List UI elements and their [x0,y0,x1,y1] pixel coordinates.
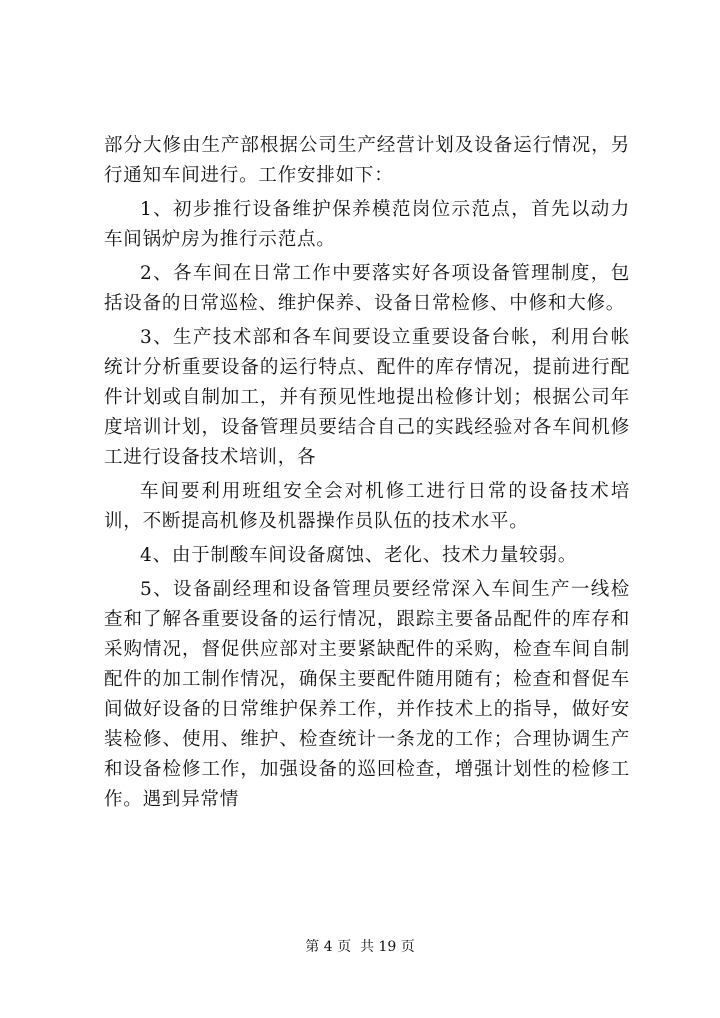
paragraph-item-3-continued: 车间要利用班组安全会对机修工进行日常的设备技术培训，不断提高机修及机器操作员队伍的技术水平。 [104,481,630,532]
paragraph-item-4: 4、由于制酸车间设备腐蚀、老化、技术力量较弱。 [140,545,578,566]
paragraph-item-3: 3、生产技术部和各车间要设立重要设备台帐，利用台帐统计分析重要设备的运行特点、配件的库存情况，提前进行配件计划或自制加工，并有预见性地提出检修计划；根据公司年度培训计划，设备管理员要结合自己的实践经验对各车间机修工进行设备技术培训，各 [104,327,630,468]
paragraph-intro: 部分大修由生产部根据公司生产经营计划及设备运行情况，另行通知车间进行。工作安排如下： [104,135,630,186]
body-text [104,131,630,819]
paragraph-item-2: 2、各车间在日常工作中要落实好各项设备管理制度，包括设备的日常巡检、维护保养、设备日常检修、中修和大修。 [104,263,630,314]
paragraph-item-5: 5、设备副经理和设备管理员要经常深入车间生产一线检查和了解各重要设备的运行情况，跟踪主要备品配件的库存和采购情况，督促供应部对主要紧缺配件的采购，检查车间自制配件的加工制作情况，确保主要配件随用随有；检查和督促车间做好设备的日常维护保养工作，并作技术上的指导，做好安装检修、使用、维护、检查统计一条龙的工作；合理协调生产和设备检修工作，加强设备的巡回检查，增强计划性的检修工作。遇到异常情 [104,579,630,810]
page-number: 第 4 页 共 19 页 [305,939,415,955]
page-footer [0,937,720,957]
paragraph-item-1: 1、初步推行设备维护保养模范岗位示范点，首先以动力车间锅炉房为推行示范点。 [104,199,630,250]
